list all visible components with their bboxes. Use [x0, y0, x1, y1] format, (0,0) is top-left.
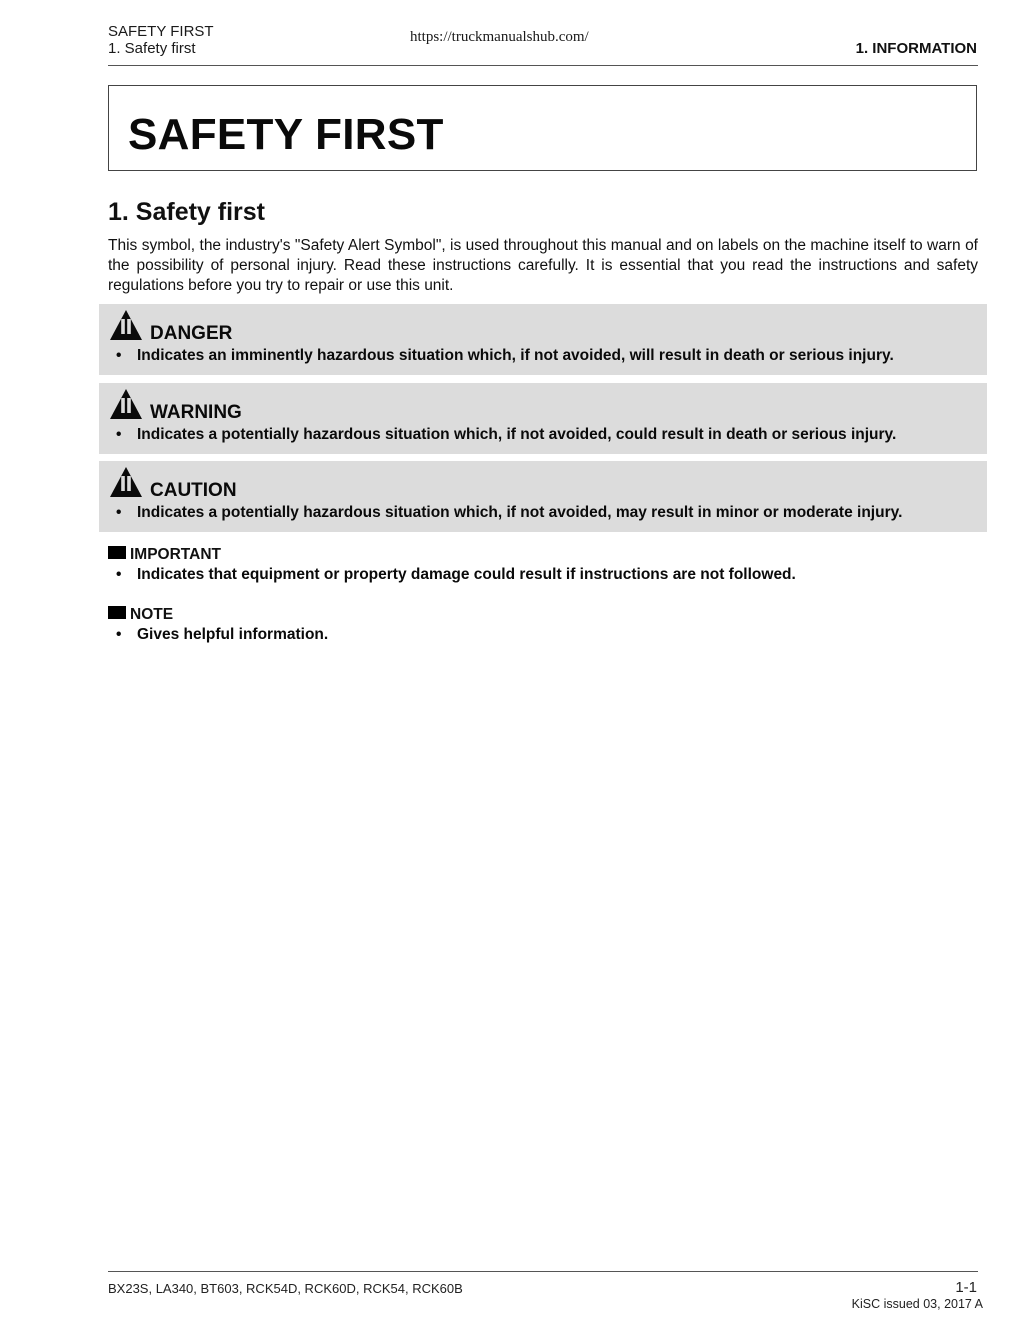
header-url[interactable]: https://truckmanualshub.com/ — [410, 29, 589, 45]
caution-bullet — [116, 504, 976, 524]
header-rule — [108, 65, 978, 66]
danger-label: DANGER — [150, 323, 233, 344]
bullet-marker: • — [116, 566, 122, 583]
section-heading: 1. Safety first — [108, 198, 266, 226]
danger-bullet — [116, 347, 976, 367]
bullet-marker: • — [116, 426, 122, 443]
note-bullet — [116, 626, 976, 646]
warning-triangle-icon — [109, 309, 143, 341]
warning-alert — [99, 383, 987, 454]
black-square-icon — [108, 606, 126, 619]
important-heading — [108, 546, 221, 564]
intro-paragraph: This symbol, the industry's "Safety Alert Symbol", is used throughout this manual and on labels on the machine itself to warn of the possibility of personal injury. Read these instructions carefully. It is essential that you read the instructions and safety regulations before you try to repair or use this unit. — [108, 237, 978, 294]
footer-issued: KiSC issued 03, 2017 A — [851, 1297, 983, 1311]
bullet-marker: • — [116, 504, 122, 521]
warning-triangle-icon — [109, 466, 143, 498]
warning-text: Indicates a potentially hazardous situation which, if not avoided, could result in death or serious injury. — [137, 426, 897, 443]
warning-bullet — [116, 426, 976, 446]
header-chapter: SAFETY FIRST — [108, 23, 214, 40]
warning-label: WARNING — [150, 402, 242, 423]
header-subchapter: 1. Safety first — [108, 40, 196, 57]
important-text: Indicates that equipment or property damage could result if instructions are not followed. — [137, 566, 796, 583]
note-label: NOTE — [130, 606, 174, 623]
important-label: IMPORTANT — [130, 546, 221, 563]
caution-label: CAUTION — [150, 480, 237, 501]
footer-models: BX23S, LA340, BT603, RCK54D, RCK60D, RCK54, RCK60B — [108, 1281, 463, 1296]
warning-triangle-icon — [109, 388, 143, 420]
important-bullet — [116, 566, 976, 586]
note-text: Gives helpful information. — [137, 626, 329, 643]
caution-alert — [99, 461, 987, 532]
note-heading — [108, 606, 173, 624]
danger-alert — [99, 304, 987, 375]
caution-text: Indicates a potentially hazardous situation which, if not avoided, may result in minor or moderate injury. — [137, 504, 903, 521]
danger-text: Indicates an imminently hazardous situation which, if not avoided, will result in death or serious injury. — [137, 347, 894, 364]
bullet-marker: • — [116, 347, 122, 364]
page-title: SAFETY FIRST — [128, 110, 444, 159]
page-number: 1-1 — [955, 1279, 977, 1296]
black-square-icon — [108, 546, 126, 559]
bullet-marker: • — [116, 626, 122, 643]
footer-rule — [108, 1271, 978, 1272]
header-section: 1. INFORMATION — [855, 40, 977, 57]
title-box — [108, 85, 977, 171]
